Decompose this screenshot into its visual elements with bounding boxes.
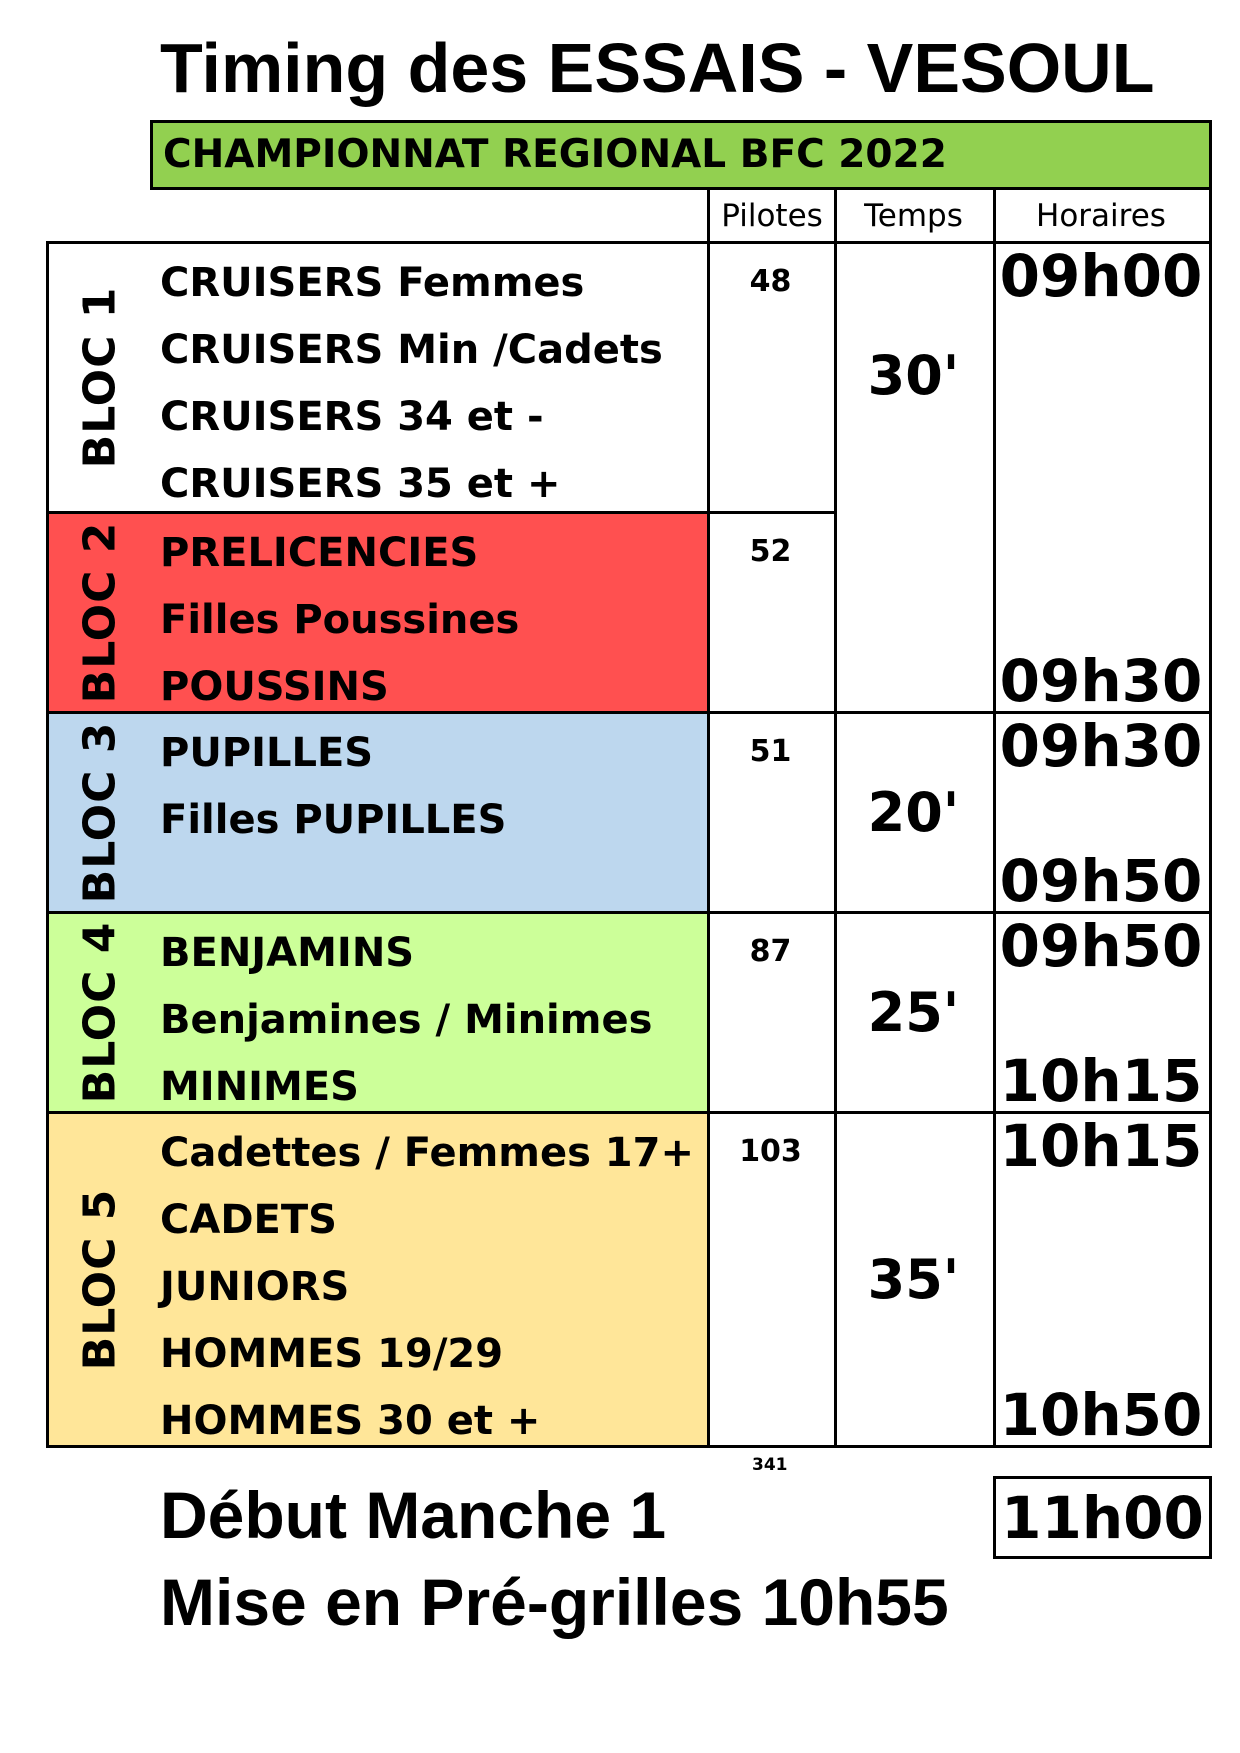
- bloc-2-pilotes: 52: [707, 511, 837, 714]
- total-pilotes: 341: [752, 1455, 788, 1475]
- category: CRUISERS Min /Cadets: [160, 327, 663, 373]
- end-time: 10h50: [999, 1381, 1203, 1449]
- category: BENJAMINS: [160, 930, 415, 976]
- bloc-1-categories: [150, 241, 710, 514]
- category: Cadettes / Femmes 17+: [160, 1130, 694, 1176]
- category: Filles Poussines: [160, 597, 520, 643]
- category: CADETS: [160, 1197, 337, 1243]
- bloc-5-label: [46, 1111, 153, 1448]
- bloc-3-categories: [150, 711, 710, 914]
- horaires-bloc-3: [993, 711, 1212, 914]
- start-time: 10h15: [999, 1112, 1203, 1180]
- temps-bloc-1-2: 30': [834, 241, 996, 714]
- horaires-bloc-1-2: [993, 241, 1212, 714]
- category: PUPILLES: [160, 730, 374, 776]
- category: JUNIORS: [160, 1264, 350, 1310]
- bloc-2-categories: [150, 511, 710, 714]
- start-time: 09h00: [999, 242, 1203, 310]
- bloc-2-label: [46, 511, 153, 714]
- category: HOMMES 30 et +: [160, 1398, 541, 1444]
- bloc-3-pilotes: 51: [707, 711, 837, 914]
- bloc-1-label: [46, 241, 153, 514]
- end-time: 10h15: [999, 1047, 1203, 1115]
- bloc-5-label-text: BLOC 5: [74, 1188, 126, 1371]
- bloc-4-pilotes: 87: [707, 911, 837, 1114]
- category: CRUISERS 35 et +: [160, 461, 561, 507]
- bloc-3-label-text: BLOC 3: [74, 721, 126, 904]
- bloc-1-pilotes: 48: [707, 241, 837, 514]
- start-time: 09h30: [999, 712, 1203, 780]
- bloc-3-label: [46, 711, 153, 914]
- category: CRUISERS Femmes: [160, 260, 585, 306]
- category: Benjamines / Minimes: [160, 997, 653, 1043]
- header-horaires: Horaires: [993, 190, 1212, 244]
- bloc-1-label-text: BLOC 1: [74, 286, 126, 469]
- bloc-5-categories: [150, 1111, 710, 1448]
- debut-manche-label: Début Manche 1: [160, 1478, 667, 1552]
- start-time: 09h50: [999, 912, 1203, 980]
- horaires-bloc-4: [993, 911, 1212, 1114]
- category: CRUISERS 34 et -: [160, 394, 544, 440]
- bloc-2-label-text: BLOC 2: [74, 521, 126, 704]
- bloc-5-pilotes: 103: [707, 1111, 837, 1448]
- horaires-bloc-5: [993, 1111, 1212, 1448]
- category: Filles PUPILLES: [160, 797, 507, 843]
- bloc-4-categories: [150, 911, 710, 1114]
- end-time: 09h30: [999, 647, 1203, 715]
- temps-bloc-4: 25': [834, 911, 996, 1114]
- temps-bloc-5: 35': [834, 1111, 996, 1448]
- debut-manche-time: 11h00: [993, 1476, 1212, 1559]
- pre-grille-text: Mise en Pré-grilles 10h55: [160, 1565, 949, 1639]
- header-temps: Temps: [834, 190, 996, 244]
- end-time: 09h50: [999, 847, 1203, 915]
- championship-banner: CHAMPIONNAT REGIONAL BFC 2022: [150, 120, 1212, 190]
- category: POUSSINS: [160, 664, 389, 710]
- page-title: Timing des ESSAIS - VESOUL: [160, 29, 1155, 107]
- bloc-4-label-text: BLOC 4: [74, 921, 126, 1104]
- bloc-4-label: [46, 911, 153, 1114]
- category: MINIMES: [160, 1064, 359, 1110]
- temps-bloc-3: 20': [834, 711, 996, 914]
- category: HOMMES 19/29: [160, 1331, 504, 1377]
- header-pilotes: Pilotes: [707, 190, 837, 244]
- category: PRELICENCIES: [160, 530, 479, 576]
